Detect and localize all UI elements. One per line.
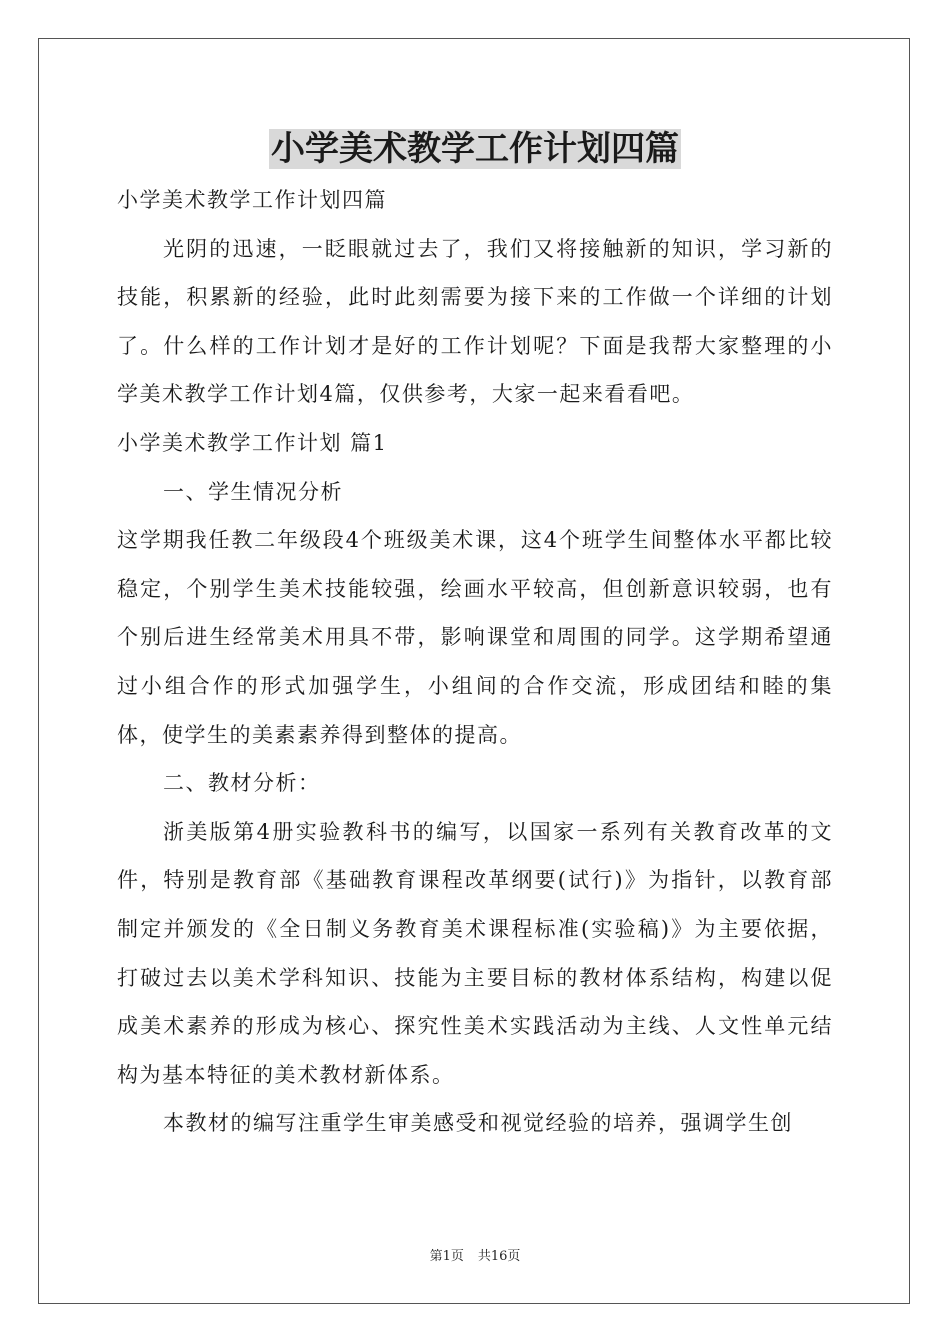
document-title xyxy=(0,126,950,172)
page-total: 共16页 xyxy=(477,1249,521,1264)
paragraph: 光阴的迅速，一眨眼就过去了，我们又将接触新的知识，学习新的技能，积累新的经验，此时此刻需要为接下来的工作做一个详细的计划了。什么样的工作计划才是好的工作计划呢？下面是我帮大家整理的小学美术教学工作计划4篇，仅供参考，大家一起来看看吧。 xyxy=(117,236,833,407)
subsection-heading: 一、学生情况分析 xyxy=(163,479,343,504)
paragraph: 本教材的编写注重学生审美感受和视觉经验的培养，强调学生创 xyxy=(163,1111,793,1136)
paragraph: 这学期我任教二年级段4个班级美术课，这4个班学生间整体水平都比较稳定，个别学生美术技能较强，绘画水平较高，但创新意识较弱，也有个别后进生经常美术用具不带，影响课堂和周围的同学。这学期希望通过小组合作的形式加强学生，小组间的合作交流，形成团结和睦的集体，使学生的美素素养得到整体的提高。 xyxy=(117,528,833,747)
paragraph: 小学美术教学工作计划四篇 xyxy=(117,188,387,212)
page-number: 第1页 xyxy=(429,1249,464,1264)
document-body xyxy=(117,176,833,1148)
document-title-text: 小学美术教学工作计划四篇 xyxy=(271,129,679,169)
page-footer xyxy=(0,1248,950,1266)
section-heading: 小学美术教学工作计划 篇1 xyxy=(117,430,388,455)
paragraph: 浙美版第4册实验教科书的编写，以国家一系列有关教育改革的文件，特别是教育部《基础教育课程改革纲要(试行)》为指针，以教育部制定并颁发的《全日制义务教育美术课程标准(实验稿)》为主要依据，打破过去以美术学科知识、技能为主要目标的教材体系结构，构建以促成美术素养的形成为核心、探究性美术实践活动为主线、人文性单元结构为基本特征的美术教材新体系。 xyxy=(117,819,833,1087)
subsection-heading: 二、教材分析： xyxy=(163,771,321,796)
